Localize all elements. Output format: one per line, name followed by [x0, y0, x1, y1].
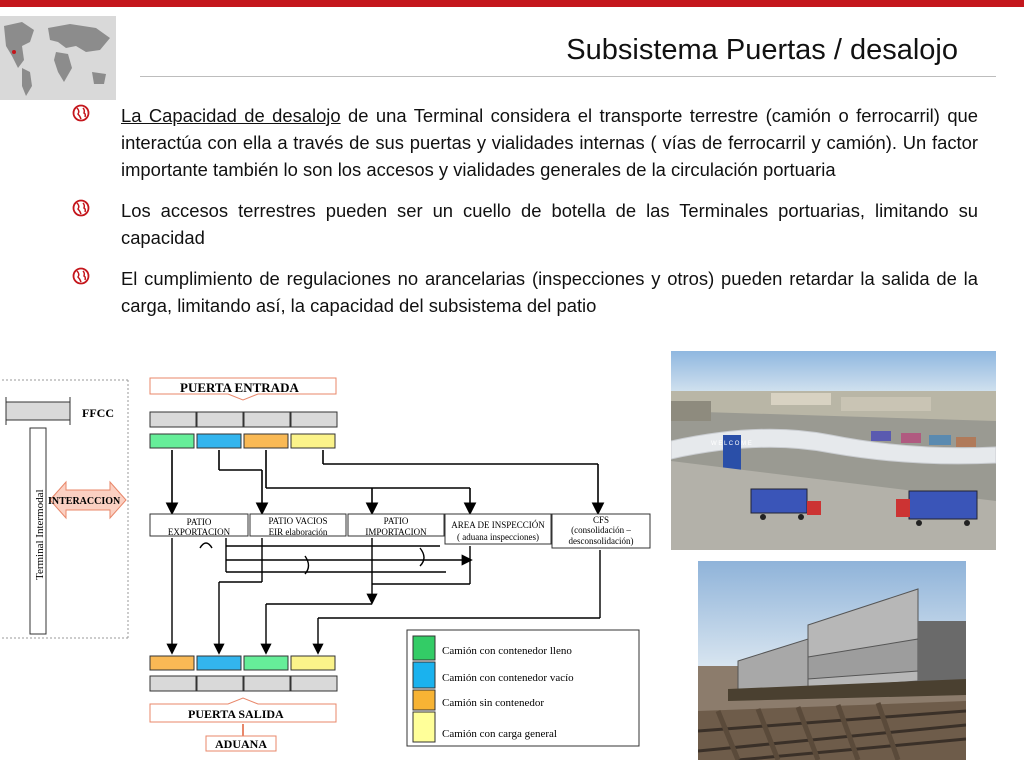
entry-truck-general-cargo	[291, 434, 335, 448]
box-import-l1: PATIO	[383, 516, 409, 526]
entry-truck-no-container	[244, 434, 288, 448]
legend-swatch	[413, 712, 435, 742]
bullet-text	[121, 102, 978, 183]
exit-truck-full	[244, 656, 288, 670]
title-divider	[140, 76, 996, 77]
interaction-label: INTERACCION	[48, 496, 121, 507]
ffcc-label: FFCC	[82, 406, 114, 420]
box-inspection-l2: ( aduana inspecciones)	[457, 532, 539, 542]
double-stack-train-photo	[698, 561, 966, 760]
legend-swatch	[413, 662, 435, 688]
exit-truck-general-cargo	[291, 656, 335, 670]
legend-swatch	[413, 636, 435, 660]
legend-label: Camión con carga general	[442, 728, 557, 740]
patio-boxes	[150, 514, 650, 548]
intermodal-label: Terminal Intermodal	[34, 489, 46, 580]
box-import-l2: IMPORTACION	[365, 527, 427, 537]
gate-flow-diagram	[0, 370, 660, 768]
exit-truck-no-container	[150, 656, 194, 670]
globe-bullet-icon	[72, 267, 90, 285]
box-export-l2: EXPORTACION	[167, 527, 231, 537]
entry-lanes	[150, 412, 337, 448]
box-empties-l2: EIR elaboración	[268, 527, 328, 537]
entry-gate-label: PUERTA ENTRADA	[180, 380, 299, 395]
box-cfs-l1: CFS	[592, 515, 610, 525]
top-accent-bar	[0, 0, 1024, 7]
bullet-body: de una Terminal considera el transporte terrestre (camión o ferrocarril) que interactúa con ella a través de sus puertas y vialidades internas ( vías de ferrocarril y camión). Un factor importante también lo son los accesos y vialidades generales de la circulación portuaria	[121, 105, 978, 180]
bullet-item	[72, 197, 978, 251]
bullet-item	[72, 102, 978, 183]
welcome-sign-text: W E L C O M E	[711, 441, 752, 447]
exit-truck-empty	[197, 656, 241, 670]
bullet-lead: La Capacidad de desalojo	[121, 105, 341, 126]
box-cfs-l2: (consolidación –	[571, 525, 631, 535]
slide-title: Subsistema Puertas / desalojo	[566, 34, 958, 66]
legend	[407, 630, 639, 746]
exit-gate-label: PUERTA SALIDA	[188, 707, 284, 721]
bullet-text: El cumplimiento de regulaciones no arancelarias (inspecciones y otros) pueden retardar la salida de la carga, limitando así, la capacidad del subsistema del patio	[121, 268, 978, 316]
customs-label: ADUANA	[215, 737, 267, 751]
legend-label: Camión con contenedor lleno	[442, 645, 572, 657]
legend-swatch	[413, 690, 435, 710]
globe-bullet-icon	[72, 199, 90, 217]
box-export-l1: PATIO	[186, 517, 212, 527]
bullet-text: Los accesos terrestres pueden ser un cuello de botella de las Terminales portuarias, limitando su capacidad	[121, 200, 978, 248]
legend-label: Camión con contenedor vacío	[442, 672, 574, 684]
box-inspection-l1: AREA DE INSPECCIÓN	[451, 520, 545, 530]
world-map-logo	[0, 16, 116, 100]
bullet-item	[72, 265, 978, 319]
legend-label: Camión sin contenedor	[442, 697, 545, 709]
box-empties-l1: PATIO VACIOS	[268, 516, 328, 526]
intermodal-panel	[2, 380, 128, 638]
entry-truck-empty	[197, 434, 241, 448]
entry-truck-full	[150, 434, 194, 448]
exit-lanes	[150, 656, 337, 691]
ffcc-rail-bar	[6, 402, 70, 420]
bullet-list	[72, 102, 978, 333]
globe-bullet-icon	[72, 104, 90, 122]
terminal-gate-photo	[671, 351, 996, 550]
entry-flow-arrows	[172, 450, 598, 512]
box-cfs-l3: desconsolidación)	[568, 536, 634, 546]
